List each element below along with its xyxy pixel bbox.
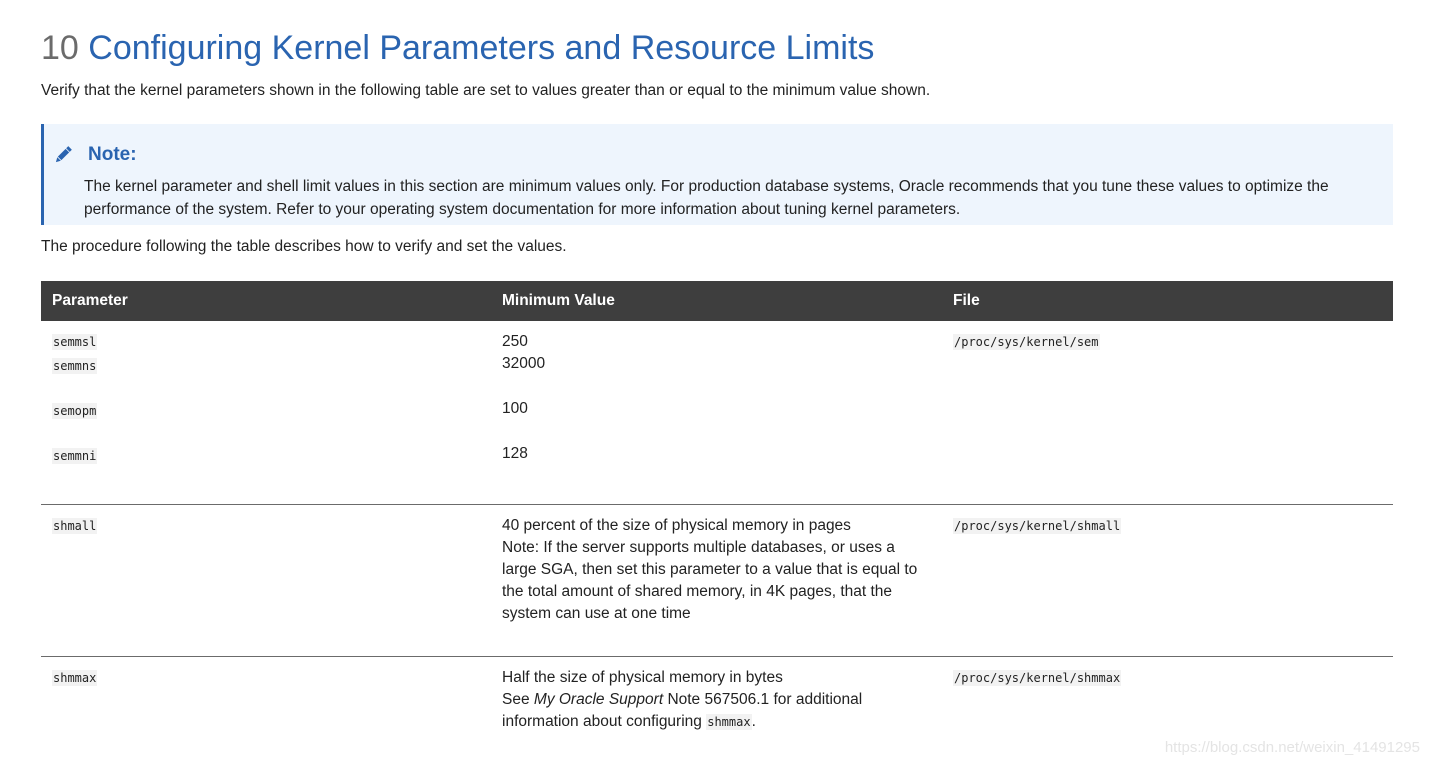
kernel-parameters-table xyxy=(41,281,1393,752)
param-semmsl: semmsl xyxy=(53,335,97,349)
param-semmni: semmni xyxy=(53,449,97,463)
header-parameter: Parameter xyxy=(41,281,491,321)
file-path: /proc/sys/kernel/sem xyxy=(954,335,1099,349)
param-semopm: semopm xyxy=(53,404,97,418)
note-header xyxy=(52,144,137,166)
table-header-row xyxy=(41,281,1393,321)
see-text: See xyxy=(502,690,530,708)
note-reference-text: Note 567506.1 for additional information about configuring xyxy=(502,690,863,730)
chapter-number: 10 xyxy=(41,29,79,67)
file-cell xyxy=(942,656,1393,752)
intro-paragraph: Verify that the kernel parameters shown in the following table are set to values greater than or equal to the minimum value shown. xyxy=(41,82,931,99)
value-semmni: 128 xyxy=(502,445,528,462)
note-box xyxy=(41,124,1393,225)
note-body: The kernel parameter and shell limit values in this section are minimum values only. For production database systems, Oracle recommends that you tune these values to optimize the performance of the system. Refer to your operating system documentation for more information about tuning kernel parameters. xyxy=(84,178,1329,218)
sentence-end: . xyxy=(751,712,756,730)
parameter-cell xyxy=(41,504,491,656)
value-semmns: 32000 xyxy=(502,355,546,372)
table-row xyxy=(41,321,1393,504)
chapter-title: Configuring Kernel Parameters and Resource Limits xyxy=(88,29,875,67)
minimum-value-cell xyxy=(491,504,942,656)
value-shmall-note: Note: If the server supports multiple databases, or uses a large SGA, then set this parameter to a value that is equal to the total amount of shared memory, in 4K pages, that the system can use at one time xyxy=(502,538,918,622)
page-title xyxy=(41,28,874,68)
param-shmmax: shmmax xyxy=(53,670,97,685)
shmmax-code: shmmax xyxy=(707,714,751,729)
pencil-icon xyxy=(52,144,74,166)
file-path: /proc/sys/kernel/shmall xyxy=(954,518,1121,533)
header-minimum-value: Minimum Value xyxy=(491,281,942,321)
procedure-paragraph: The procedure following the table describes how to verify and set the values. xyxy=(41,238,567,255)
value-shmall: 40 percent of the size of physical memory in pages xyxy=(502,516,851,534)
minimum-value-cell xyxy=(491,321,942,504)
value-shmmax: Half the size of physical memory in bytes xyxy=(502,668,783,686)
param-semmns: semmns xyxy=(53,359,97,373)
file-cell xyxy=(942,321,1393,504)
param-shmall: shmall xyxy=(53,518,97,533)
parameter-cell xyxy=(41,321,491,504)
note-label: Note: xyxy=(88,144,137,165)
minimum-value-cell xyxy=(491,656,942,752)
value-semopm: 100 xyxy=(502,400,528,417)
value-shmmax-see xyxy=(502,689,931,733)
parameter-cell xyxy=(41,656,491,752)
my-oracle-support-text: My Oracle Support xyxy=(533,690,664,708)
file-cell xyxy=(942,504,1393,656)
header-file: File xyxy=(942,281,1393,321)
table-row xyxy=(41,504,1393,656)
value-semmsl: 250 xyxy=(502,333,528,350)
file-path: /proc/sys/kernel/shmmax xyxy=(954,670,1121,685)
watermark: https://blog.csdn.net/weixin_41491295 xyxy=(1164,739,1420,756)
table-row xyxy=(41,656,1393,752)
